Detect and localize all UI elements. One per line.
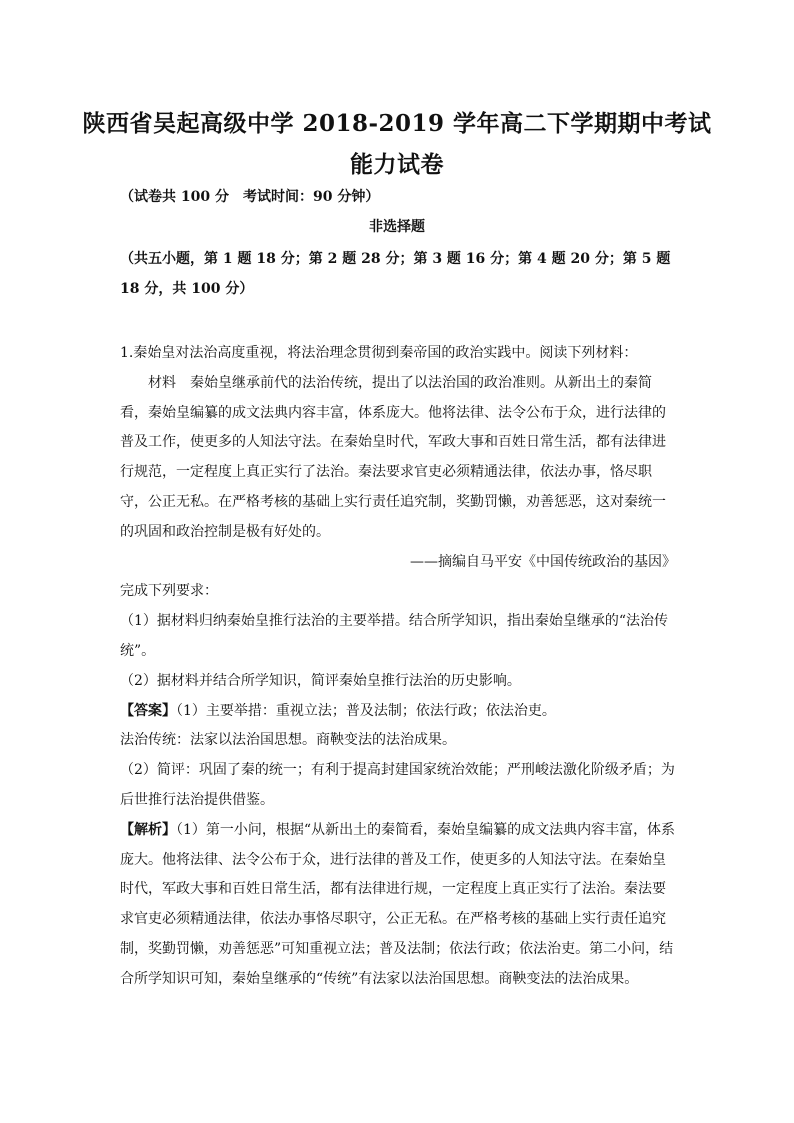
sub-question-2: （2）据材料并结合所学知识，简评秦始皇推行法治的历史影响。 [120,672,521,689]
section-note: （共五小题，第 1 题 18 分；第 2 题 28 分；第 3 题 16 分；第 4 题 20 分；第 5 题 18 分，共 100 分） [120,251,671,297]
requirement-text: 完成下列要求： [120,583,218,600]
analysis-block [120,816,676,995]
material-text: 材料 秦始皇继承前代的法治传统，提出了以法治国的政治准则。从新出土的秦简看，秦始皇编纂的成文法典内容丰富，体系庞大。他将法律、法令公布于众，进行法律的普及工作，使更多的人知法守法。在秦始皇时代，军政大事和百姓日常生活，都有法律进行规范，一定程度上真正实行了法治。秦法要求官吏必须精通法律，依法办事，恪尽职守，公正无私。在严格考核的基础上实行责任追究制，奖勤罚懒，劝善惩恶，这对秦统一的巩固和政治控制是极有好处的。 [120,374,666,540]
answer-tradition: 法治传统：法家以法治国思想。商鞅变法的法治成果。 [120,732,456,749]
question-1 [120,339,676,995]
sub-question-1: （1）据材料归纳秦始皇推行法治的主要举措。结合所学知识，指出秦始皇继承的“法治传统”。 [120,613,669,659]
answer-block [120,697,676,727]
question-stem: 1.秦始皇对法治高度重视，将法治理念贯彻到秦帝国的政治实践中。阅读下列材料： [120,345,638,361]
analysis-text: （1）第一小问，根据“从新出土的秦简看，秦始皇编纂的成文法典内容丰富，体系庞大。他将法律、法令公布于众，进行法律的普及工作，使更多的人知法守法。在秦始皇时代，军政大事和百姓日常生活，都有法律进行规，一定程度上真正实行了法治。秦法要求官吏必须精通法律，依法办事恪尽职守，公正无私。在严格考核的基础上实行责任追究制，奖勤罚懒，劝善惩恶”可知重视立法；普及法制；依法行政；依法治吏。第二小问，结合所学知识可知，秦始皇继承的“传统”有法家以法治国思想。商鞅变法的法治成果。 [120,821,676,987]
answer-text: （1）主要举措：重视立法；普及法制；依法行政；依法治吏。 [176,702,556,719]
section-title: 非选择题 [369,219,425,235]
document-subtitle: 能力试卷 [350,151,444,178]
document-title: 陕西省吴起高级中学 2018-2019 学年高二下学期期中考试 [82,110,712,137]
answer-evaluation: （2）简评：巩固了秦的统一；有利于提高封建国家统治效能；严刑峻法激化阶级矛盾；为后世推行法治提供借鉴。 [120,762,675,808]
answer-label: 【答案】 [120,702,176,719]
exam-info: （试卷共 100 分 考试时间：90 分钟） [120,189,380,205]
material-source: ——摘编自马平安《中国传统政治的基因》 [410,553,676,570]
analysis-label: 【解析】 [120,821,176,838]
